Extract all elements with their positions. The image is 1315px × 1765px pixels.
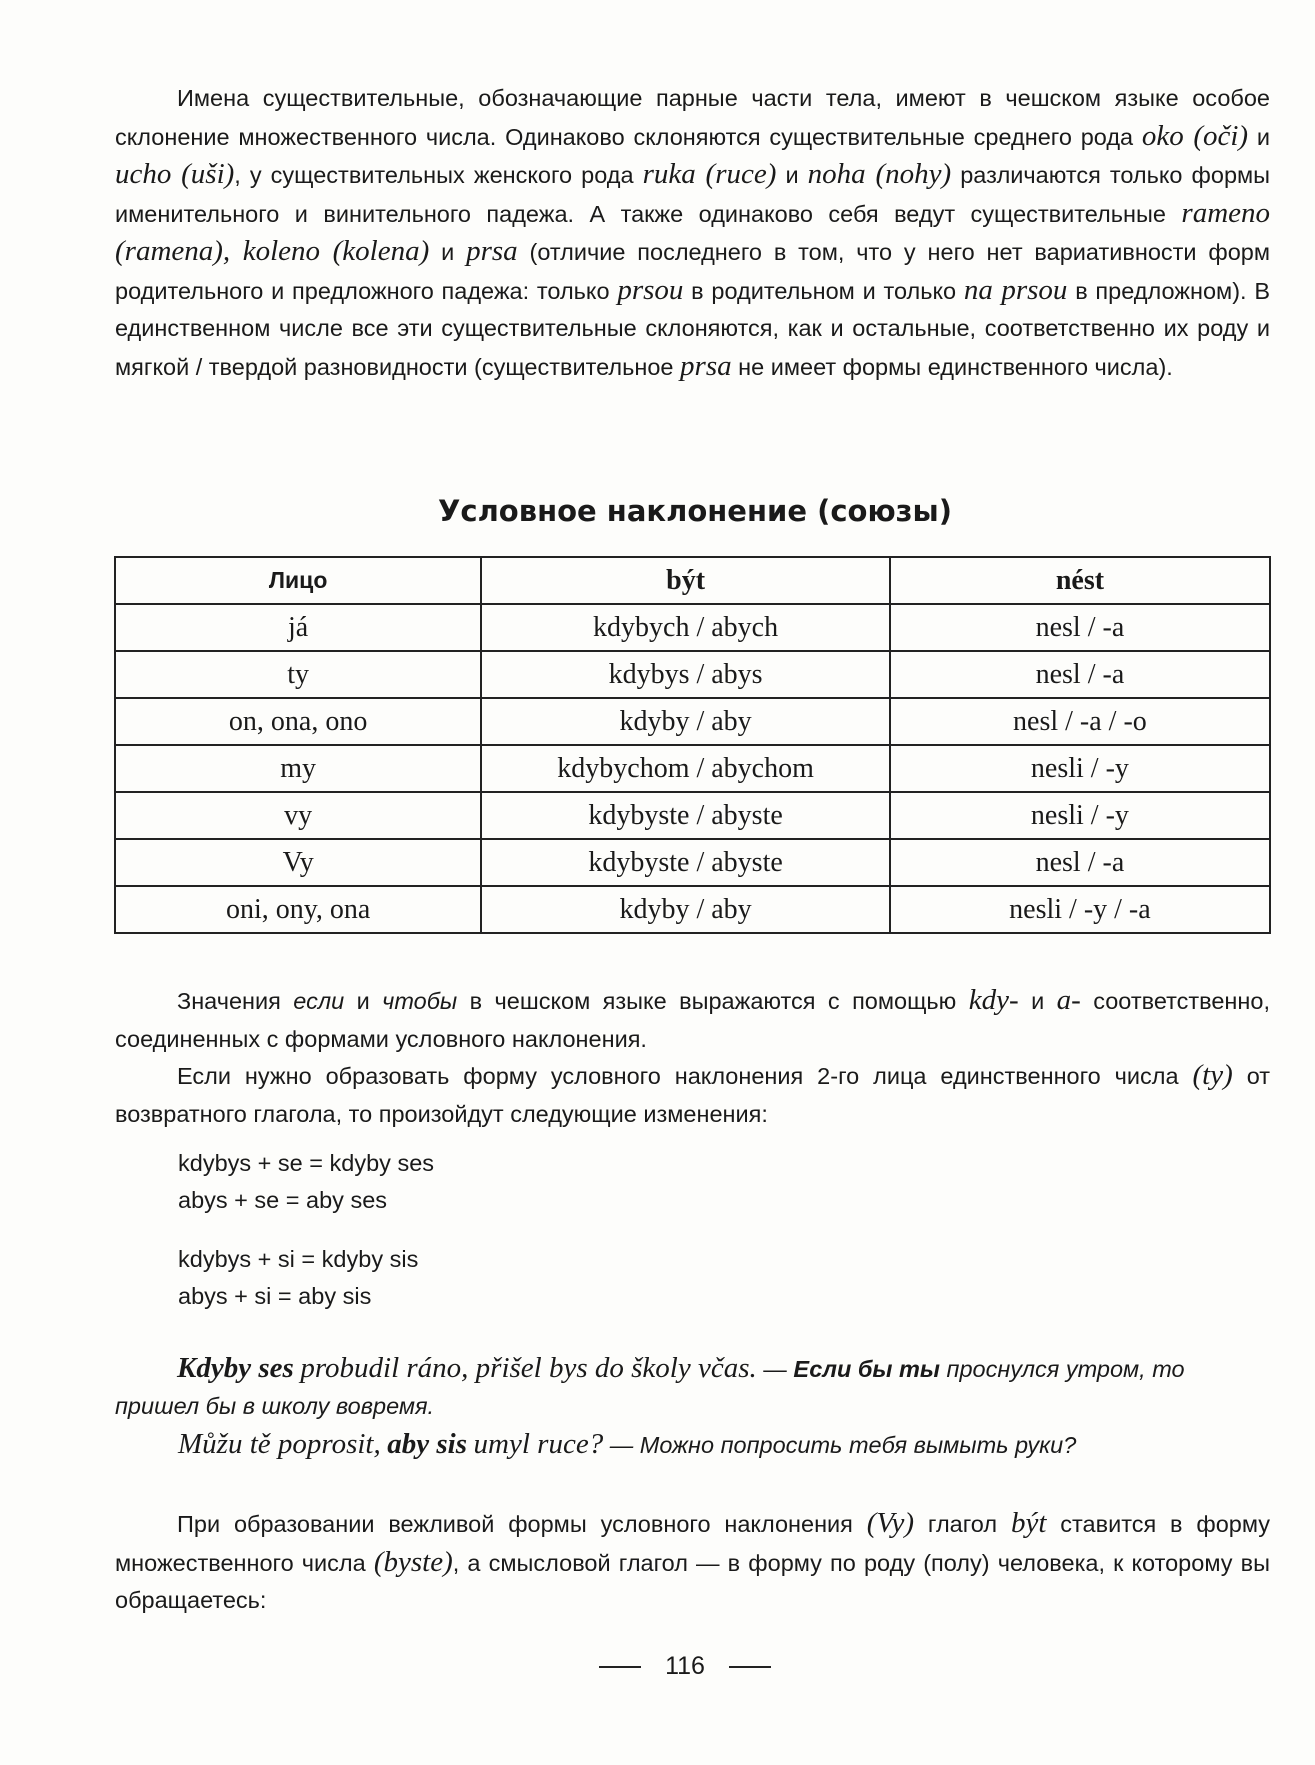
body-text: При образовании вежливой формы условного наклонения	[177, 1511, 853, 1537]
intro-paragraph	[115, 80, 1270, 386]
table-cell: on, ona, ono	[115, 698, 481, 745]
table-cell: kdyby / aby	[481, 886, 890, 933]
czech-word: rameno (ramena), koleno (kolena)	[115, 196, 1271, 267]
czech-word: na prsou	[963, 273, 1068, 306]
table-cell: kdybychom / abychom	[481, 745, 890, 792]
polite-paragraph	[115, 1505, 1270, 1620]
czech-word: být	[1010, 1507, 1047, 1539]
intro-text: , у существительных женского рода	[234, 162, 634, 188]
body-text: и	[1031, 988, 1045, 1014]
body-text: от возвратного глагола, то произойдут следующие изменения:	[115, 1063, 1271, 1127]
footer-rule	[729, 1666, 771, 1668]
czech-word: (byste)	[373, 1545, 453, 1578]
czech-word: noha (nohy)	[807, 158, 952, 190]
page-number: 116	[665, 1652, 705, 1680]
dash: —	[763, 1356, 787, 1382]
intro-text: в предложном). В единственном числе все эти существительные склоняются, как и остальные, соответственно их роду и мягкой / твердой разновидности (существительное	[115, 277, 1270, 380]
russian-word: чтобы	[382, 988, 458, 1014]
czech-word: (Vy)	[866, 1507, 915, 1539]
table-cell: my	[115, 745, 481, 792]
czech-word: ucho (uši)	[115, 158, 235, 190]
russian-translation: — Можно попросить тебя вымыть руки?	[609, 1432, 1077, 1458]
example-sentence-1	[115, 1350, 1275, 1425]
body-text: и	[356, 988, 370, 1014]
czech-bold: Kdyby ses	[177, 1352, 294, 1384]
czech-word: a-	[1056, 984, 1081, 1016]
intro-text: (отличие последнего в том, что у него нет вариативности форм родительного и предложного падежа: только	[115, 239, 1271, 304]
czech-word: kdy-	[968, 984, 1019, 1016]
table-cell: kdybys / abys	[481, 651, 890, 698]
footer-rule	[599, 1666, 641, 1668]
body-text: Значения	[177, 988, 281, 1014]
example-line: abys + si = aby sis	[178, 1283, 372, 1309]
table-cell: nesl / -a	[890, 839, 1270, 886]
example-sentence-2	[178, 1426, 1278, 1464]
body-text: в чешском языке выражаются с помощью	[469, 988, 957, 1014]
header-nest: nést	[890, 557, 1270, 604]
table-row	[115, 651, 1270, 698]
table-cell: Vy	[115, 839, 481, 886]
czech-word: (ty)	[1192, 1059, 1233, 1091]
table-row	[115, 886, 1270, 933]
page-footer	[0, 1652, 1315, 1681]
table-cell: kdybych / abych	[481, 604, 890, 651]
intro-text: и	[1256, 123, 1271, 150]
intro-text: в родительном и только	[691, 277, 957, 304]
table-cell: kdyby / aby	[481, 698, 890, 745]
conjugation-table	[114, 556, 1271, 934]
meaning-paragraph	[115, 982, 1270, 1058]
table-cell: oni, ony, ona	[115, 886, 481, 933]
czech-sentence: umyl ruce?	[473, 1428, 604, 1460]
russian-bold: Если бы ты	[793, 1356, 940, 1382]
section-title: Условное наклонение (союзы)	[438, 494, 952, 528]
table-row	[115, 604, 1270, 651]
table-cell: ty	[115, 651, 481, 698]
table-cell: nesl / -a	[890, 651, 1270, 698]
body-text: ставится в форму множественного числа	[115, 1511, 1271, 1576]
example-line: kdybys + se = kdyby ses	[178, 1150, 435, 1176]
example-line: kdybys + si = kdyby sis	[178, 1246, 419, 1272]
czech-word: prsa	[680, 349, 732, 382]
table-row	[115, 839, 1270, 886]
russian-word: если	[293, 988, 345, 1014]
czech-word: prsou	[617, 273, 684, 306]
body-text: Если нужно образовать форму условного наклонения 2-го лица единственного числа	[177, 1063, 1179, 1089]
header-byt: být	[481, 557, 890, 604]
intro-text: и	[441, 239, 455, 265]
table-row	[115, 792, 1270, 839]
header-person: Лицо	[115, 557, 481, 604]
intro-text: не имеет формы единственного числа).	[738, 353, 1173, 380]
czech-sentence: probudil ráno, přišel bys do školy včas.	[300, 1352, 757, 1384]
body-text: глагол	[927, 1511, 998, 1537]
table-cell: nesl / -a	[890, 604, 1270, 651]
table-cell: nesl / -a / -o	[890, 698, 1270, 745]
czech-word: ruka (ruce)	[642, 158, 777, 190]
table-cell: vy	[115, 792, 481, 839]
body-text: , а смысловой глагол — в форму по роду (полу) человека, к которому вы обращаетесь:	[115, 1549, 1270, 1613]
table-cell: kdybyste / abyste	[481, 839, 890, 886]
table-row	[115, 745, 1270, 792]
intro-text: и	[785, 162, 799, 188]
table-cell: já	[115, 604, 481, 651]
russian-translation: проснулся утром, то пришел бы в школу вовремя.	[115, 1356, 1185, 1419]
czech-word: prsa	[466, 235, 518, 267]
example-line: abys + se = aby ses	[178, 1187, 388, 1213]
table-row	[115, 698, 1270, 745]
body-text: соответственно, соединенных с формами условного наклонения.	[115, 988, 1270, 1052]
intro-text: различаются только формы именительного и винительного падежа. А также одинаково себя ведут существительные	[115, 162, 1271, 227]
table-cell: kdybyste / abyste	[481, 792, 890, 839]
table-cell: nesli / -y	[890, 745, 1270, 792]
table-cell: nesli / -y	[890, 792, 1270, 839]
czech-word: oko (oči)	[1141, 119, 1249, 152]
czech-bold: aby sis	[387, 1428, 468, 1460]
table-header-row	[115, 557, 1270, 604]
intro-text: Имена существительные, обозначающие парные части тела, имеют в чешском языке особое склонение множественного числа. Одинаково склоняются существительные среднего рода	[115, 85, 1270, 150]
czech-sentence: Můžu tě poprosit,	[178, 1428, 381, 1460]
reflexive-paragraph	[115, 1057, 1270, 1133]
table-cell: nesli / -y / -a	[890, 886, 1270, 933]
